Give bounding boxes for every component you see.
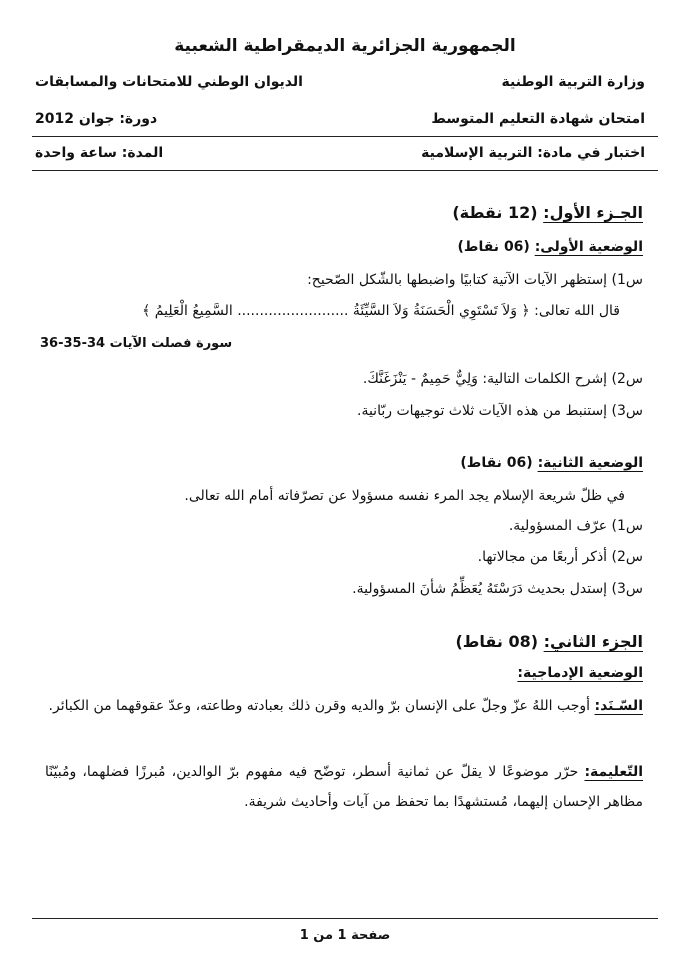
- ministry-label: وزارة التربية الوطنية: [501, 74, 645, 90]
- s1-question-3: س3) إستنبط من هذه الآيات ثلاث توجيهات ربّانية.: [357, 403, 643, 419]
- s2-question-1: س1) عرّف المسؤولية.: [508, 518, 643, 534]
- integration-situation-title: الوضعية الإدماجية:: [517, 665, 643, 681]
- s2-question-2: س2) أذكر أربعًا من مجالاتها.: [477, 549, 643, 565]
- header-divider-2: [32, 170, 658, 171]
- subject-label: اختبار في مادة: التربية الإسلامية: [421, 145, 645, 161]
- support-text: أوجب اللهُ عزّ وجلّ على الإنسان برّ والديه وقرن ذلك بعبادته وطاعته، وعدّ عقوقهما من الكبائر.: [48, 698, 591, 714]
- task-label: التّعليمة:: [584, 764, 644, 780]
- republic-title: الجمهورية الجزائرية الديمقراطية الشعبية: [174, 36, 516, 56]
- situation2-heading: [460, 455, 643, 471]
- part1-title: الجـزء الأول:: [543, 203, 643, 222]
- s2-intro: في ظلّ شريعة الإسلام يجد المرء نفسه مسؤولا عن تصرّفاته أمام الله تعالى.: [184, 488, 625, 504]
- exam-label: امتحان شهادة التعليم المتوسط: [431, 111, 645, 127]
- part1-points: (12 نقطة): [452, 203, 538, 222]
- support-label: السّـنَد:: [594, 698, 643, 714]
- situation1-points: (06 نقاط): [457, 239, 530, 255]
- part2-heading: [455, 632, 643, 651]
- support-paragraph: [45, 691, 643, 721]
- s1-question-2: س2) إشرح الكلمات التالية: وَلِيٌّ حَمِيمٌ - يَنْزَغَنَّكَ.: [362, 371, 643, 387]
- header-divider: [32, 136, 658, 137]
- part1-heading: [452, 203, 643, 222]
- s2-question-3: س3) إستدل بحديث دَرَسْتَهُ يُعَظِّمُ شأنَ المسؤولية.: [352, 581, 643, 597]
- s1-surah-reference: سورة فصلت الآيات 34-35-36: [40, 336, 233, 351]
- situation1-title: الوضعية الأولى:: [534, 239, 643, 255]
- page-number: صفحة 1 من 1: [299, 928, 391, 943]
- s1-verse: قال الله تعالى: ﴿ وَلاَ تَسْتَوِي الْحَسَنَةُ وَلاَ السَّيِّئَةُ ......................... السَّمِيعُ الْعَلِيمُ ﴾: [142, 303, 620, 319]
- integration-situation-heading: [517, 665, 643, 681]
- situation2-title: الوضعية الثانية:: [537, 455, 643, 471]
- situation2-points: (06 نقاط): [460, 455, 533, 471]
- s1-question-1: س1) إستظهر الآيات الآتية كتابيًا واضبطها بالشّكل الصّحيح:: [307, 272, 643, 288]
- part2-points: (08 نقاط): [455, 632, 539, 651]
- session-label: دورة: جوان 2012: [35, 111, 158, 127]
- situation1-heading: [458, 239, 643, 255]
- footer-divider: [32, 918, 658, 919]
- duration-label: المدة: ساعة واحدة: [35, 145, 164, 161]
- office-label: الديوان الوطني للامتحانات والمسابقات: [35, 74, 303, 90]
- part2-title: الجزء الثاني:: [543, 632, 643, 651]
- task-text: حرّر موضوعًا لا يقلّ عن ثمانية أسطر، توضّح فيه مفهوم برّ الوالدين، مُبرزًا فضلهما، ومُبيّنًا مظاهر الإحسان إليهما، مُستشهدًا بما تحفظ من آيات وأحاديث شريفة.: [45, 764, 643, 810]
- task-paragraph: [45, 757, 643, 817]
